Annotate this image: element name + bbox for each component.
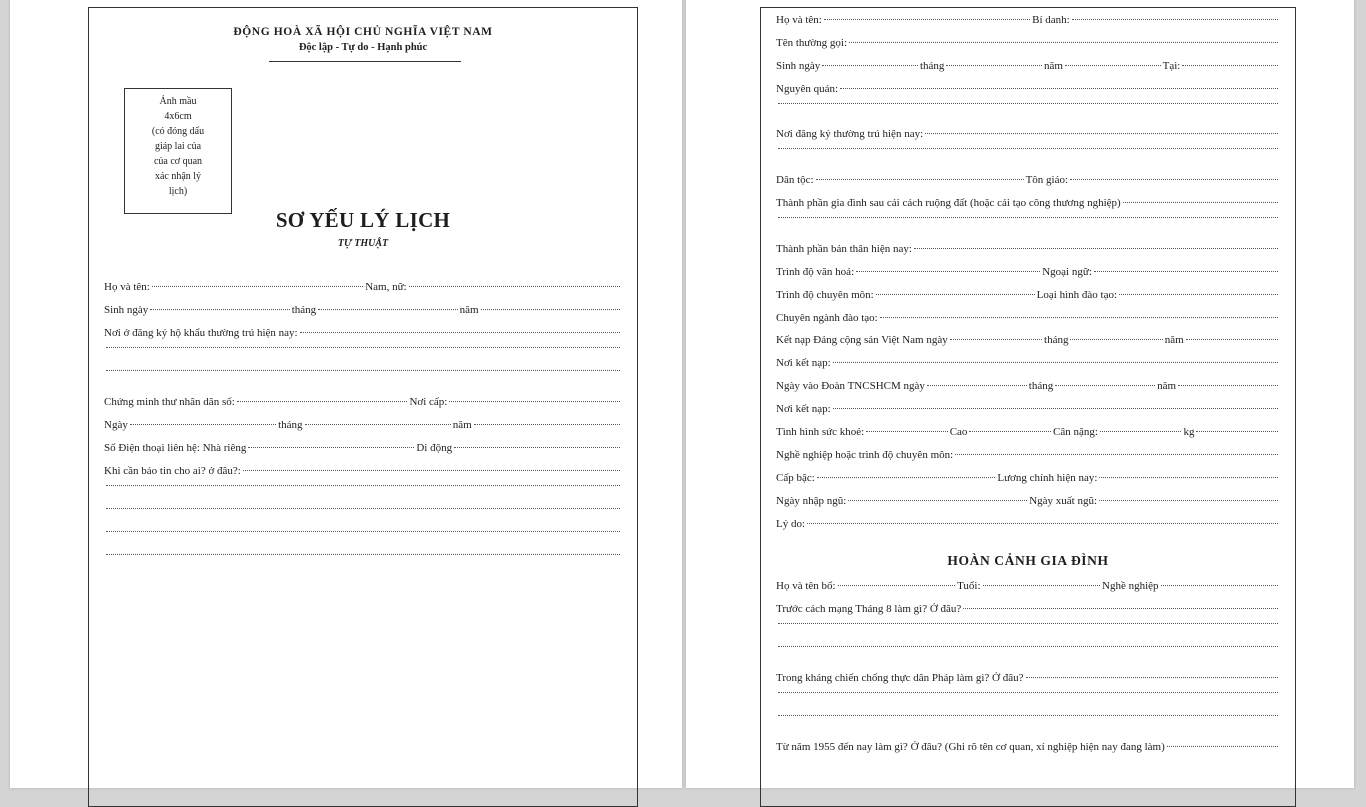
field-label: Họ và tên bố: <box>776 580 836 593</box>
document-subtitle: TỰ THUẬT <box>337 238 389 249</box>
form-line <box>776 220 1280 243</box>
field-label: Ngày xuất ngũ: <box>1029 494 1098 507</box>
field-label: Từ năm 1955 đến nay làm gì? Ở đâu? (Ghi rõ tên cơ quan, xí nghiệp hiện nay đang làm) <box>776 740 1165 753</box>
dotted-fill-line <box>880 317 1278 318</box>
dotted-fill-line <box>983 585 1100 586</box>
dotted-fill-line <box>1072 19 1278 20</box>
national-header: ĐỘNG HOÀ XÃ HỘI CHỦ NGHĨA VIỆT NAM <box>233 26 493 38</box>
field-label: Chứng minh thư nhân dân số: <box>104 396 235 408</box>
field-label: năm <box>452 419 472 431</box>
dotted-fill-line <box>969 431 1051 432</box>
field-label: Ngày vào Đoàn TNCSHCM ngày <box>776 380 925 393</box>
field-label: Nơi ở đăng ký hộ khẩu thường trú hiện nay: <box>104 327 298 339</box>
field-label: Di động <box>416 442 453 454</box>
dotted-fill-line <box>817 477 996 478</box>
field-label: Tôn giáo: <box>1025 174 1069 187</box>
field-label: tháng <box>1044 334 1069 347</box>
dotted-fill-line <box>237 401 408 402</box>
form-line <box>776 266 1280 289</box>
dotted-fill-line <box>305 424 451 425</box>
form-line <box>776 289 1280 312</box>
form-line <box>104 281 622 304</box>
field-label: Sinh ngày <box>104 304 149 316</box>
field-label: Họ và tên: <box>104 281 150 293</box>
field-label: Trong kháng chiến chống thực dân Pháp làm gì? Ở đâu? <box>776 672 1024 685</box>
field-label: Nơi kết nạp: <box>776 403 831 416</box>
page-border <box>88 7 638 807</box>
dotted-fill-line <box>1070 339 1162 340</box>
photo-box-text: (có đóng dấu <box>151 126 205 137</box>
dotted-fill-line <box>1186 339 1278 340</box>
dotted-fill-line <box>474 424 620 425</box>
field-label: năm <box>1157 380 1177 393</box>
field-label: Họ và tên: <box>776 14 822 26</box>
field-label: Số Điện thoại liên hệ: Nhà riêng <box>104 442 247 454</box>
dotted-fill-line <box>955 454 1278 455</box>
dotted-fill-line <box>778 715 1278 716</box>
dotted-fill-line <box>876 294 1035 295</box>
form-line <box>776 37 1280 60</box>
section-title-family: HOÀN CẢNH GIA ĐÌNH <box>947 553 1109 569</box>
field-label: Cấp bậc: <box>776 471 815 484</box>
field-label: Nơi đăng ký thường trú hiện nay: <box>776 128 924 141</box>
field-label: năm <box>1164 334 1184 347</box>
field-label: Lý do: <box>776 517 806 530</box>
form-line <box>104 557 622 580</box>
field-label: Trình độ văn hoá: <box>776 265 855 278</box>
photo-box-text: Ảnh mầu <box>159 96 197 107</box>
form-line <box>104 373 622 396</box>
field-label: năm <box>1044 59 1063 72</box>
form-line <box>776 718 1280 741</box>
dotted-fill-line <box>449 401 620 402</box>
form-line <box>104 419 622 442</box>
dotted-fill-line <box>106 370 620 371</box>
form-line <box>776 357 1280 380</box>
form-line <box>776 649 1280 672</box>
field-label: Tuổi: <box>957 580 981 593</box>
personal-info-fields <box>104 281 622 580</box>
form-page-right <box>686 0 1354 788</box>
header-underline <box>269 61 461 62</box>
document-title: SƠ YẾU LÝ LỊCH <box>275 208 451 232</box>
dotted-fill-line <box>946 65 1042 66</box>
dotted-fill-line <box>807 523 1278 524</box>
field-label: Thành phần bản thân hiện nay: <box>776 242 912 255</box>
dotted-fill-line <box>822 65 918 66</box>
dotted-fill-line <box>824 19 1030 20</box>
dotted-fill-line <box>318 309 457 310</box>
field-label: Cân nặng: <box>1052 426 1098 439</box>
form-line <box>776 14 1280 37</box>
dotted-fill-line <box>106 531 620 532</box>
form-line <box>776 151 1280 174</box>
field-label: Lương chính hiện nay: <box>997 471 1098 484</box>
dotted-fill-line <box>454 447 620 448</box>
form-line <box>104 304 622 327</box>
dotted-fill-line <box>1161 585 1278 586</box>
field-label: Nguyên quán: <box>776 82 839 95</box>
dotted-fill-line <box>833 362 1278 363</box>
field-label: Nghề nghiệp hoặc trình độ chuyên môn: <box>776 448 954 461</box>
form-line <box>776 449 1280 472</box>
dotted-fill-line <box>1026 677 1278 678</box>
form-line <box>776 403 1280 426</box>
dotted-fill-line <box>840 88 1278 89</box>
field-label: Trình độ chuyên môn: <box>776 288 874 301</box>
field-label: Tại: <box>1162 59 1181 72</box>
dotted-fill-line <box>1100 431 1182 432</box>
field-label: Cao <box>949 426 968 439</box>
dotted-fill-line <box>838 585 955 586</box>
dotted-fill-line <box>409 286 620 287</box>
dotted-fill-line <box>106 554 620 555</box>
photo-box-text: 4x6cm <box>164 111 192 122</box>
dotted-fill-line <box>1123 202 1278 203</box>
field-label: Thành phần gia đình sau cải cách ruộng đất (hoặc cải tạo công thương nghiệp) <box>776 197 1121 210</box>
photo-box-text: xác nhận lý <box>154 171 202 182</box>
form-line <box>104 396 622 419</box>
field-label: Bí danh: <box>1032 14 1070 26</box>
form-line <box>776 334 1280 357</box>
dotted-fill-line <box>925 133 1278 134</box>
photo-placeholder-box <box>124 88 232 214</box>
field-label: Ngày nhập ngũ: <box>776 494 847 507</box>
form-line <box>776 741 1280 764</box>
dotted-fill-line <box>106 347 620 348</box>
dotted-fill-line <box>816 179 1024 180</box>
dotted-fill-line <box>300 332 620 333</box>
field-label: tháng <box>919 59 945 72</box>
form-line <box>776 60 1280 83</box>
dotted-fill-line <box>1055 385 1155 386</box>
dotted-fill-line <box>481 309 620 310</box>
dotted-fill-line <box>963 608 1278 609</box>
dotted-fill-line <box>848 500 1027 501</box>
dotted-fill-line <box>1099 500 1278 501</box>
field-label: tháng <box>291 304 317 316</box>
photo-box-text: giáp lai của <box>154 141 202 152</box>
dotted-fill-line <box>927 385 1027 386</box>
dotted-fill-line <box>248 447 414 448</box>
dotted-fill-line <box>833 408 1278 409</box>
field-label: Tên thường gọi: <box>776 36 848 49</box>
field-label: năm <box>459 304 479 316</box>
field-label: Ngoại ngữ: <box>1042 265 1092 278</box>
form-line <box>776 518 1280 541</box>
form-line <box>776 312 1280 335</box>
dotted-fill-line <box>1094 271 1278 272</box>
field-label: Kết nạp Đảng cộng sản Việt Nam ngày <box>776 334 948 347</box>
form-line <box>776 243 1280 266</box>
form-line <box>776 495 1280 518</box>
dotted-fill-line <box>1178 385 1278 386</box>
form-page-left <box>10 0 682 788</box>
form-line <box>776 472 1280 495</box>
field-label: kg <box>1183 426 1195 439</box>
form-line <box>776 426 1280 449</box>
dotted-fill-line <box>1119 294 1278 295</box>
dotted-fill-line <box>1099 477 1278 478</box>
dotted-fill-line <box>778 646 1278 647</box>
dotted-fill-line <box>778 217 1278 218</box>
dotted-fill-line <box>866 431 948 432</box>
dotted-fill-line <box>914 248 1278 249</box>
field-label: Nghề nghiệp <box>1102 580 1159 593</box>
form-line <box>776 106 1280 129</box>
field-label: Ngày <box>104 419 128 431</box>
dotted-fill-line <box>1196 431 1278 432</box>
dotted-fill-line <box>106 485 620 486</box>
background-info-fields <box>776 14 1280 764</box>
dotted-fill-line <box>243 470 620 471</box>
field-label: Nơi kết nạp: <box>776 357 831 370</box>
dotted-fill-line <box>856 271 1040 272</box>
field-label: Khi cần báo tin cho ai? ở đâu?: <box>104 465 241 477</box>
dotted-fill-line <box>849 42 1278 43</box>
field-label: Dân tộc: <box>776 174 814 187</box>
field-label: Nam, nữ: <box>365 281 407 293</box>
dotted-fill-line <box>1167 746 1278 747</box>
dotted-fill-line <box>778 148 1278 149</box>
photo-box-text: của cơ quan <box>153 156 203 167</box>
dotted-fill-line <box>950 339 1042 340</box>
form-line <box>104 442 622 465</box>
photo-box-text: lịch) <box>168 186 188 197</box>
field-label: Trước cách mạng Tháng 8 làm gì? Ở đâu? <box>776 603 962 616</box>
field-label: Chuyên ngành đào tạo: <box>776 311 878 324</box>
form-line <box>776 174 1280 197</box>
national-motto: Độc lập - Tự do - Hạnh phúc <box>298 42 428 53</box>
dotted-fill-line <box>778 103 1278 104</box>
dotted-fill-line <box>1070 179 1278 180</box>
field-label: Tình hình sức khoẻ: <box>776 426 865 439</box>
dotted-fill-line <box>1182 65 1278 66</box>
form-line <box>776 580 1280 603</box>
field-label: Sinh ngày <box>776 59 821 72</box>
field-label: Nơi cấp: <box>409 396 448 408</box>
dotted-fill-line <box>106 508 620 509</box>
dotted-fill-line <box>1065 65 1161 66</box>
dotted-fill-line <box>778 692 1278 693</box>
page-border <box>760 7 1296 807</box>
form-line <box>776 380 1280 403</box>
field-label: tháng <box>1028 380 1054 393</box>
dotted-fill-line <box>152 286 363 287</box>
dotted-fill-line <box>150 309 289 310</box>
field-label: tháng <box>278 419 303 431</box>
field-label: Loại hình đào tạo: <box>1036 288 1118 301</box>
dotted-fill-line <box>778 623 1278 624</box>
dotted-fill-line <box>130 424 276 425</box>
